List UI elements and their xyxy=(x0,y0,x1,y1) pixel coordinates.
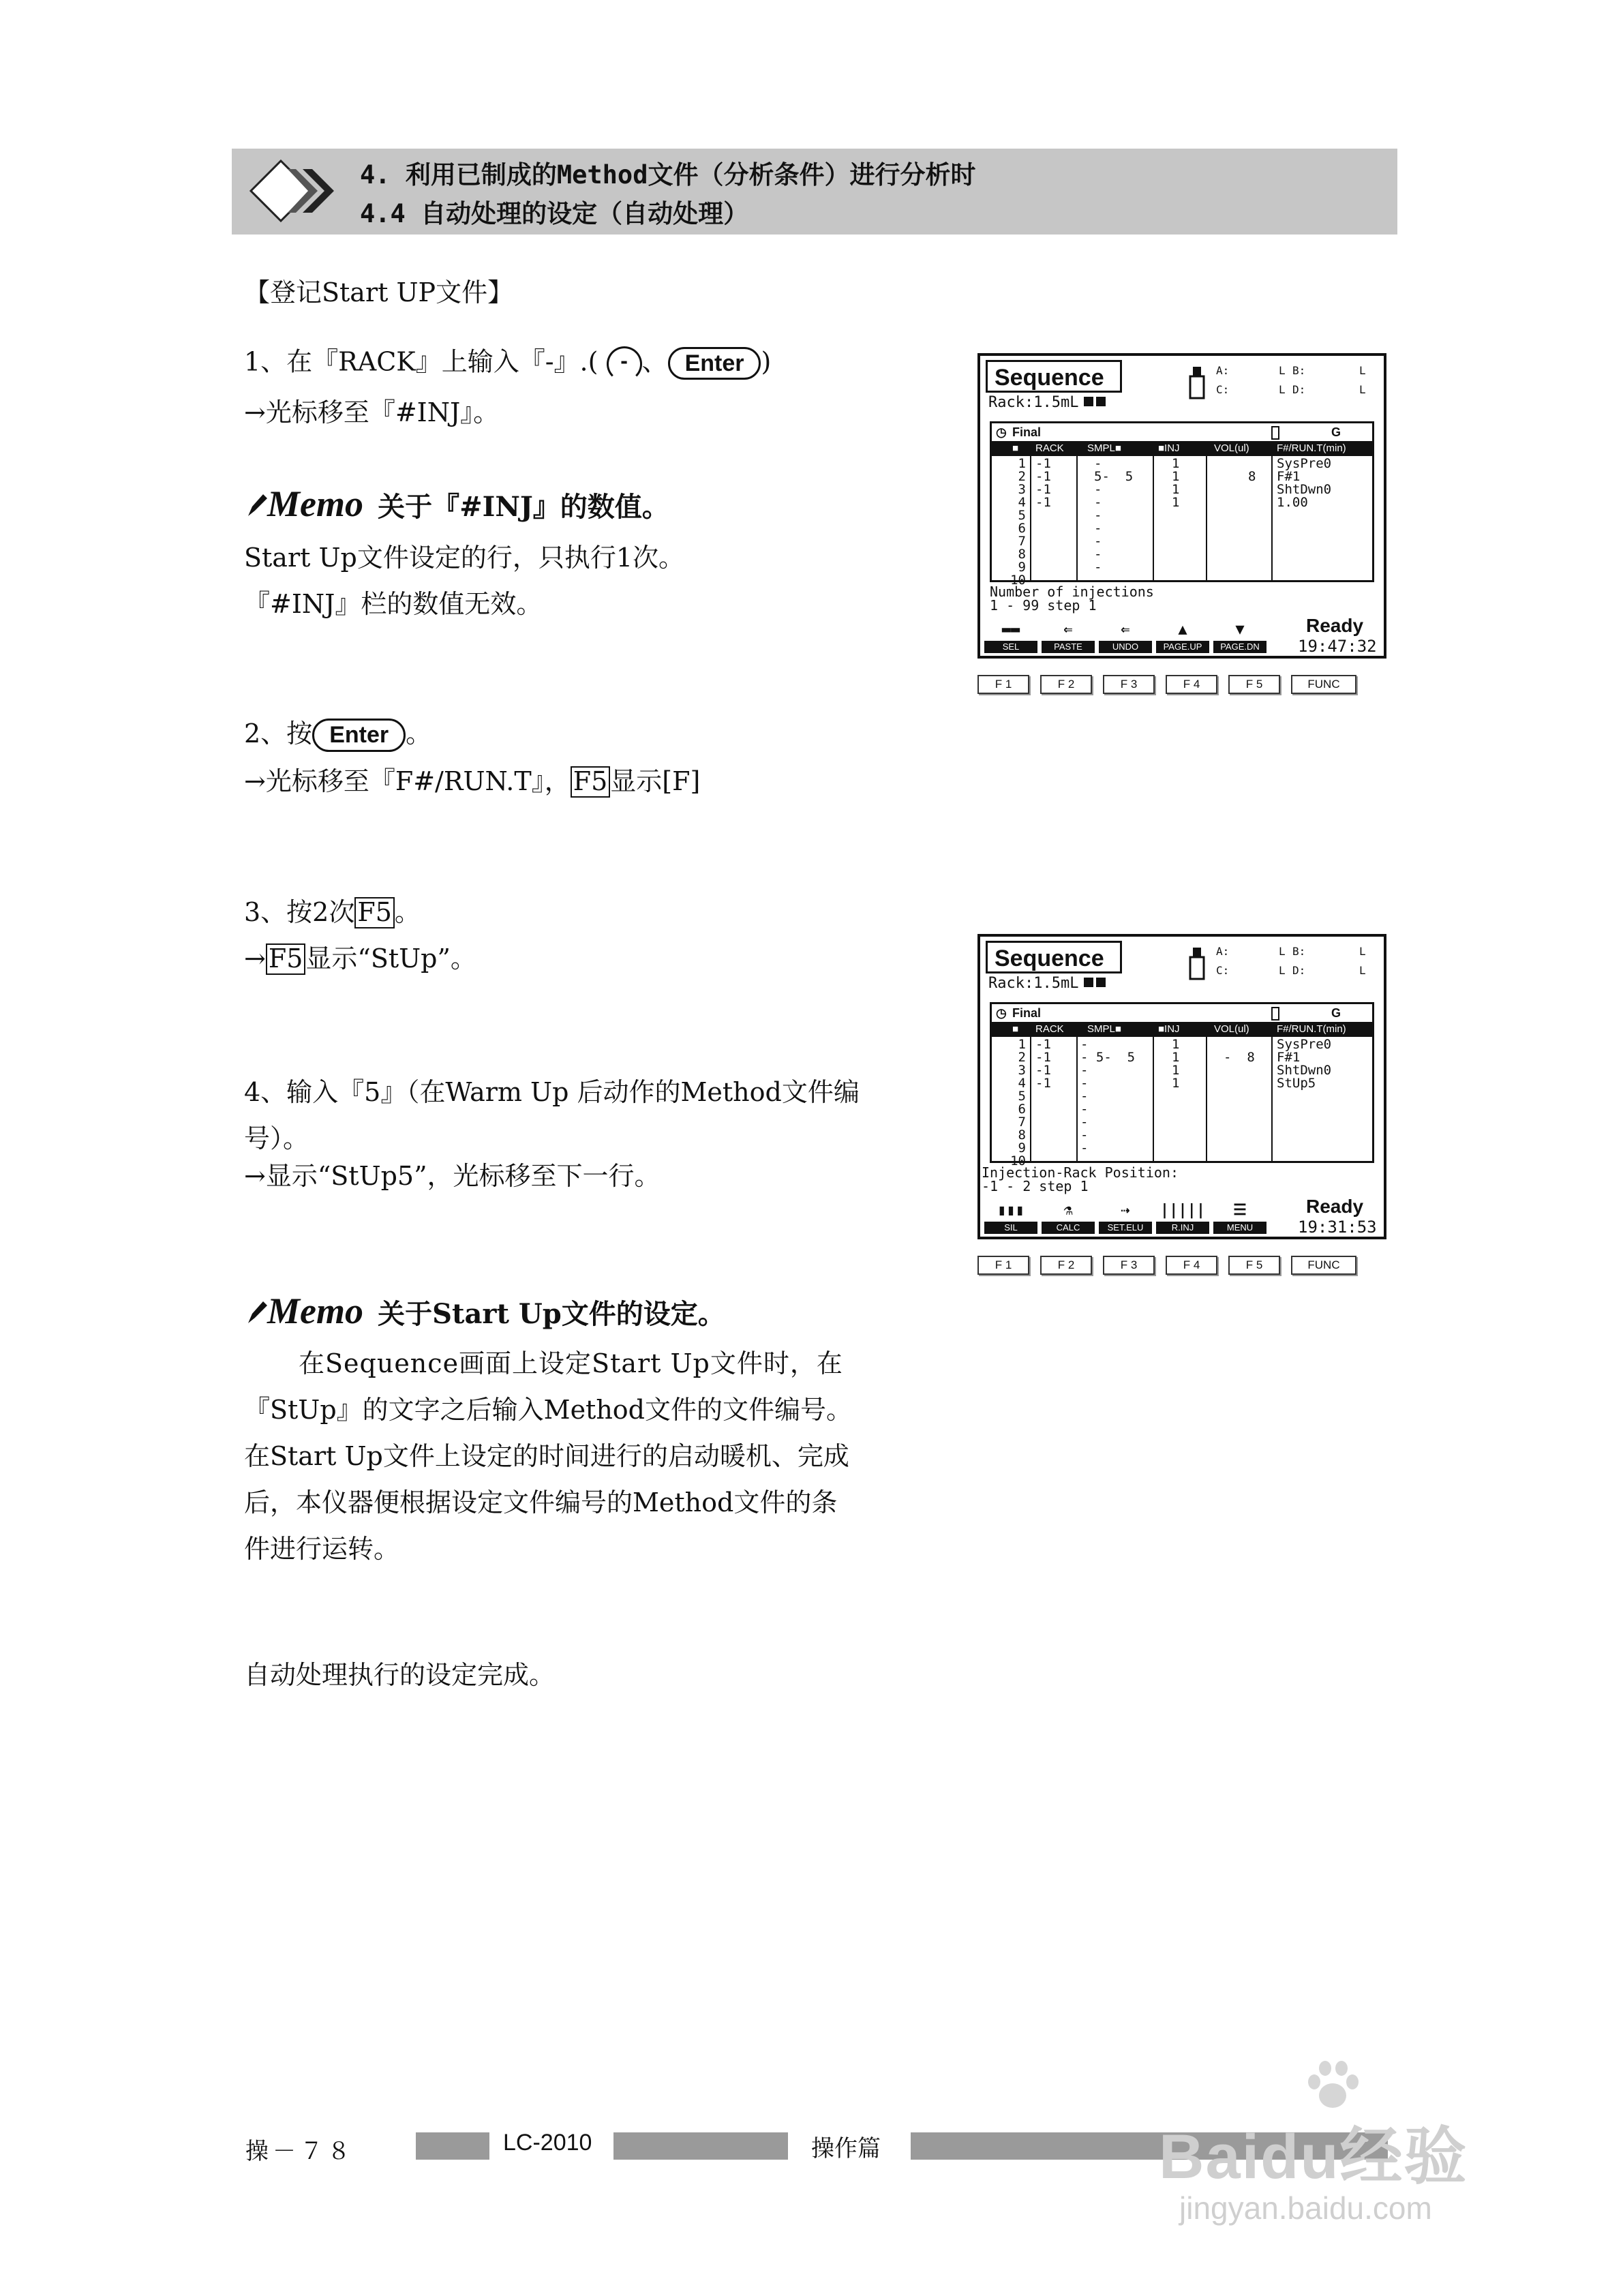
minus-key-icon: - xyxy=(607,346,642,382)
memo1-heading xyxy=(245,483,669,525)
f4-button[interactable]: F 4 xyxy=(1166,675,1217,694)
memo2-line: 在Sequence画面上设定Start Up文件时，在 xyxy=(299,1348,843,1378)
header-title: 4. 利用已制成的Method文件（分析条件）进行分析时 xyxy=(360,160,976,190)
bottle-icon xyxy=(1185,943,1209,982)
rack-cells: -1 -1 -1 -1 xyxy=(1035,1037,1051,1091)
step2-result-post: 显示[F] xyxy=(610,766,701,796)
function-key-bar xyxy=(984,1203,1271,1234)
table-header xyxy=(992,441,1372,456)
status-d: D: xyxy=(1292,383,1306,396)
bottle-icon xyxy=(1185,363,1209,401)
step3-result xyxy=(244,943,476,975)
memo2-line: 『StUp』的文字之后输入Method文件的文件编号。 xyxy=(244,1395,852,1425)
step1-sep: 、 xyxy=(641,346,668,377)
memo1-word: Memo xyxy=(267,483,363,524)
clock-icon: ◷ xyxy=(996,1006,1007,1020)
watermark-url: jingyan.baidu.com xyxy=(1179,2190,1432,2226)
footer-bar xyxy=(613,2132,788,2160)
memo1-body xyxy=(244,534,684,627)
col-header: ■ xyxy=(1012,442,1019,454)
paw-logo-icon xyxy=(1302,2059,1363,2113)
watermark-brand: Baidu经验 xyxy=(1159,2122,1468,2192)
step2-post: 。 xyxy=(406,719,432,749)
rack-cells: -1 -1 -1 -1 xyxy=(1035,456,1051,510)
step1-instruction xyxy=(244,346,771,382)
r-inj-icon: ||||| xyxy=(1159,1202,1206,1219)
step2-text: 2、按 xyxy=(244,719,313,749)
fkey-label: PASTE xyxy=(1042,641,1095,653)
sequence-table xyxy=(990,1002,1374,1168)
status-c: C: xyxy=(1216,383,1230,396)
screen-title: Sequence xyxy=(986,941,1122,973)
vol-cells: 8 xyxy=(1248,469,1256,484)
status-b: B: xyxy=(1292,945,1306,958)
col-header: ■INJ xyxy=(1158,1023,1180,1035)
step1-post: ) xyxy=(761,346,772,377)
step3-result-post: 显示“StUp”。 xyxy=(305,943,476,973)
status-l: L xyxy=(1279,364,1286,377)
ready-status: Ready xyxy=(1306,1196,1364,1217)
g-label: G xyxy=(1331,1006,1341,1020)
step4-line: 号）。 xyxy=(244,1123,309,1153)
status-l: L xyxy=(1279,945,1286,958)
sil-icon: ▮▮▮ xyxy=(997,1202,1025,1219)
pencil-icon xyxy=(245,1299,267,1326)
enter-key-icon: Enter xyxy=(312,719,406,752)
header-diamond-icon xyxy=(245,155,348,226)
rack-indicator xyxy=(1096,978,1106,987)
clock-readout: 19:31:53 xyxy=(1298,1218,1377,1237)
memo1-line: 『#INJ』栏的数值无效。 xyxy=(244,589,543,619)
col-divider xyxy=(1271,1037,1273,1161)
func-button[interactable]: FUNC xyxy=(1291,675,1356,694)
col-divider xyxy=(1153,456,1154,580)
vial-icon xyxy=(1271,1007,1279,1021)
menu-icon: ☰ xyxy=(1233,1202,1247,1219)
rack-indicator xyxy=(1084,397,1093,406)
f4-button[interactable]: F 4 xyxy=(1166,1256,1217,1275)
footer-part: 操作篇 xyxy=(811,2135,881,2162)
message-line: Number of injections 1 - 99 step 1 xyxy=(990,584,1154,614)
clock-readout: 19:47:32 xyxy=(1298,637,1377,656)
col-divider xyxy=(1206,456,1207,580)
smpl-cells: - - 5- 5 - - - - - - - - xyxy=(1080,1037,1136,1168)
fkey-undo[interactable] xyxy=(1099,622,1152,653)
fkey-set-elu[interactable] xyxy=(1099,1203,1152,1234)
col-divider xyxy=(1153,1037,1154,1161)
func-cells: SysPre0 F#1 ShtDwn0 StUp5 xyxy=(1277,1037,1332,1091)
memo2-line: 后，本仪器便根据设定文件编号的Method文件的条 xyxy=(244,1487,838,1517)
col-divider xyxy=(1271,456,1273,580)
section-title: 【登记Start UP文件】 xyxy=(244,277,514,307)
sel-icon: ▬▬ xyxy=(1001,621,1020,638)
final-label: Final xyxy=(1012,1006,1042,1020)
status-a: A: xyxy=(1216,945,1230,958)
fkey-label: SIL xyxy=(984,1222,1037,1234)
f2-button[interactable]: F 2 xyxy=(1040,675,1092,694)
rack-label: Rack:1.5mL xyxy=(988,975,1079,992)
function-key-bar xyxy=(984,622,1271,653)
vial-icon xyxy=(1271,426,1279,440)
col-divider xyxy=(1030,456,1031,580)
status-a: A: xyxy=(1216,364,1230,377)
smpl-cells: - 5- 5 - - - - - - - - xyxy=(1094,456,1134,588)
fkey-label: SET.ELU xyxy=(1099,1222,1152,1234)
sequence-table xyxy=(990,421,1374,588)
memo1-line: Start Up文件设定的行，只执行1次。 xyxy=(244,543,685,573)
fkey-label: MENU xyxy=(1213,1222,1266,1234)
step4-line: 4、输入『5』（在Warm Up 后动作的Method文件编 xyxy=(244,1077,860,1107)
status-l: L xyxy=(1359,945,1366,958)
f3-button[interactable]: F 3 xyxy=(1103,675,1155,694)
page-number: 操－７８ xyxy=(245,2138,354,2165)
col-divider xyxy=(1030,1037,1031,1161)
step2-result-text: →光标移至『F#/RUN.T』， xyxy=(244,766,571,796)
f3-button[interactable]: F 3 xyxy=(1103,1256,1155,1275)
footer-model: LC-2010 xyxy=(503,2130,592,2156)
fkey-r-inj[interactable] xyxy=(1156,1203,1209,1234)
hardware-buttons-2 xyxy=(977,1256,1386,1276)
col-divider xyxy=(1076,1037,1078,1161)
func-button[interactable]: FUNC xyxy=(1291,1256,1356,1275)
col-header: SMPL■ xyxy=(1087,1023,1121,1035)
paste-icon: ⇐ xyxy=(1063,621,1073,638)
calc-icon: ⚗ xyxy=(1063,1202,1073,1219)
pencil-icon xyxy=(245,492,267,519)
status-l: L xyxy=(1359,964,1366,977)
status-l: L xyxy=(1359,383,1366,396)
undo-icon: ⇐ xyxy=(1121,621,1130,638)
status-l: L xyxy=(1279,383,1286,396)
footer-bar xyxy=(416,2132,489,2160)
memo2-line: 在Start Up文件上设定的时间进行的启动暖机、完成 xyxy=(244,1441,849,1471)
screen-title: Sequence xyxy=(986,360,1122,393)
memo2-title: 关于Start Up文件的设定。 xyxy=(378,1298,725,1330)
fkey-label: R.INJ xyxy=(1156,1222,1209,1234)
step4-instruction xyxy=(244,1069,860,1162)
clock-icon: ◷ xyxy=(996,425,1007,439)
table-header xyxy=(992,1022,1372,1037)
enter-key-icon: Enter xyxy=(668,347,761,380)
status-d: D: xyxy=(1292,964,1306,977)
memo2-line: 件进行运转。 xyxy=(244,1534,400,1564)
col-header: F#/RUN.T(min) xyxy=(1277,442,1346,454)
step4-result: →显示“StUp5”，光标移至下一行。 xyxy=(244,1161,661,1191)
fkey-calc[interactable] xyxy=(1042,1203,1095,1234)
step1-text: 1、在『RACK』上输入『-』.( xyxy=(244,346,598,377)
inj-cells: 1 1 1 1 xyxy=(1172,1037,1180,1091)
inj-cells: 1 1 1 1 xyxy=(1172,456,1180,510)
row-numbers: 1 2 3 4 5 6 7 8 9 10 xyxy=(1010,1037,1026,1168)
step2-instruction xyxy=(244,719,431,752)
step3-text: 3、按2次 xyxy=(244,897,355,927)
step2-result xyxy=(244,766,700,798)
f5-key-label: F5 xyxy=(571,766,611,798)
memo2-body xyxy=(244,1340,885,1572)
fkey-label: PAGE.DN xyxy=(1213,641,1266,653)
fkey-sil[interactable] xyxy=(984,1203,1037,1234)
memo2-word: Memo xyxy=(267,1290,363,1331)
fkey-label: UNDO xyxy=(1099,641,1152,653)
memo2-heading xyxy=(245,1290,725,1332)
fkey-label: PAGE.UP xyxy=(1156,641,1209,653)
status-c: C: xyxy=(1216,964,1230,977)
col-header: ■INJ xyxy=(1158,442,1180,454)
hardware-buttons-1 xyxy=(977,675,1386,695)
message-line: Injection-Rack Position: -1 - 2 step 1 xyxy=(982,1164,1179,1194)
table-top xyxy=(992,1004,1372,1022)
f5-button[interactable]: F 5 xyxy=(1228,1256,1280,1275)
conclusion-text: 自动处理执行的设定完成。 xyxy=(244,1660,556,1690)
f5-key-label: F5 xyxy=(266,943,306,975)
memo1-title: 关于『#INJ』的数值。 xyxy=(378,491,669,523)
rack-indicator xyxy=(1084,978,1093,987)
header-subtitle: 4.4 自动处理的设定（自动处理） xyxy=(360,199,749,228)
f1-button[interactable]: F 1 xyxy=(977,675,1029,694)
step3-post: 。 xyxy=(394,897,421,927)
fkey-label: SEL xyxy=(984,641,1037,653)
f5-button[interactable]: F 5 xyxy=(1228,675,1280,694)
fkey-paste[interactable] xyxy=(1042,622,1095,653)
set-elu-icon: ⇢ xyxy=(1121,1202,1130,1219)
status-l: L xyxy=(1279,964,1286,977)
status-b: B: xyxy=(1292,364,1306,377)
row-numbers: 1 2 3 4 5 6 7 8 9 10 xyxy=(1010,456,1026,588)
step3-arrow: → xyxy=(244,943,266,973)
sequence-screen-2 xyxy=(977,934,1386,1239)
col-divider xyxy=(1076,456,1078,580)
col-header: RACK xyxy=(1035,442,1064,454)
col-divider xyxy=(1206,1037,1207,1161)
func-cells: SysPre0 F#1 ShtDwn0 1.00 xyxy=(1277,456,1332,510)
fkey-sel[interactable] xyxy=(984,622,1037,653)
page-up-icon: ▲ xyxy=(1178,621,1187,638)
col-header: RACK xyxy=(1035,1023,1064,1035)
step3-instruction xyxy=(244,897,421,928)
col-header: VOL(ul) xyxy=(1214,1023,1249,1035)
col-header: VOL(ul) xyxy=(1214,442,1249,454)
fkey-menu[interactable] xyxy=(1213,1203,1266,1234)
col-header: F#/RUN.T(min) xyxy=(1277,1023,1346,1035)
fkey-label: CALC xyxy=(1042,1222,1095,1234)
f1-button[interactable]: F 1 xyxy=(977,1256,1029,1275)
rack-indicator xyxy=(1096,397,1106,406)
col-header: SMPL■ xyxy=(1087,442,1121,454)
f5-key-label: F5 xyxy=(354,897,395,928)
fkey-page-up[interactable] xyxy=(1156,622,1209,653)
fkey-page-dn[interactable] xyxy=(1213,622,1266,653)
ready-status: Ready xyxy=(1306,615,1364,636)
status-l: L xyxy=(1359,364,1366,377)
table-top xyxy=(992,423,1372,441)
g-label: G xyxy=(1331,425,1341,439)
vol-cells: - 8 xyxy=(1224,1050,1255,1065)
final-label: Final xyxy=(1012,425,1042,439)
page-down-icon: ▼ xyxy=(1235,621,1245,638)
sequence-screen-1 xyxy=(977,353,1386,659)
col-header: ■ xyxy=(1012,1023,1019,1035)
f2-button[interactable]: F 2 xyxy=(1040,1256,1092,1275)
step1-result: →光标移至『#INJ』。 xyxy=(244,397,500,427)
rack-label: Rack:1.5mL xyxy=(988,394,1079,411)
